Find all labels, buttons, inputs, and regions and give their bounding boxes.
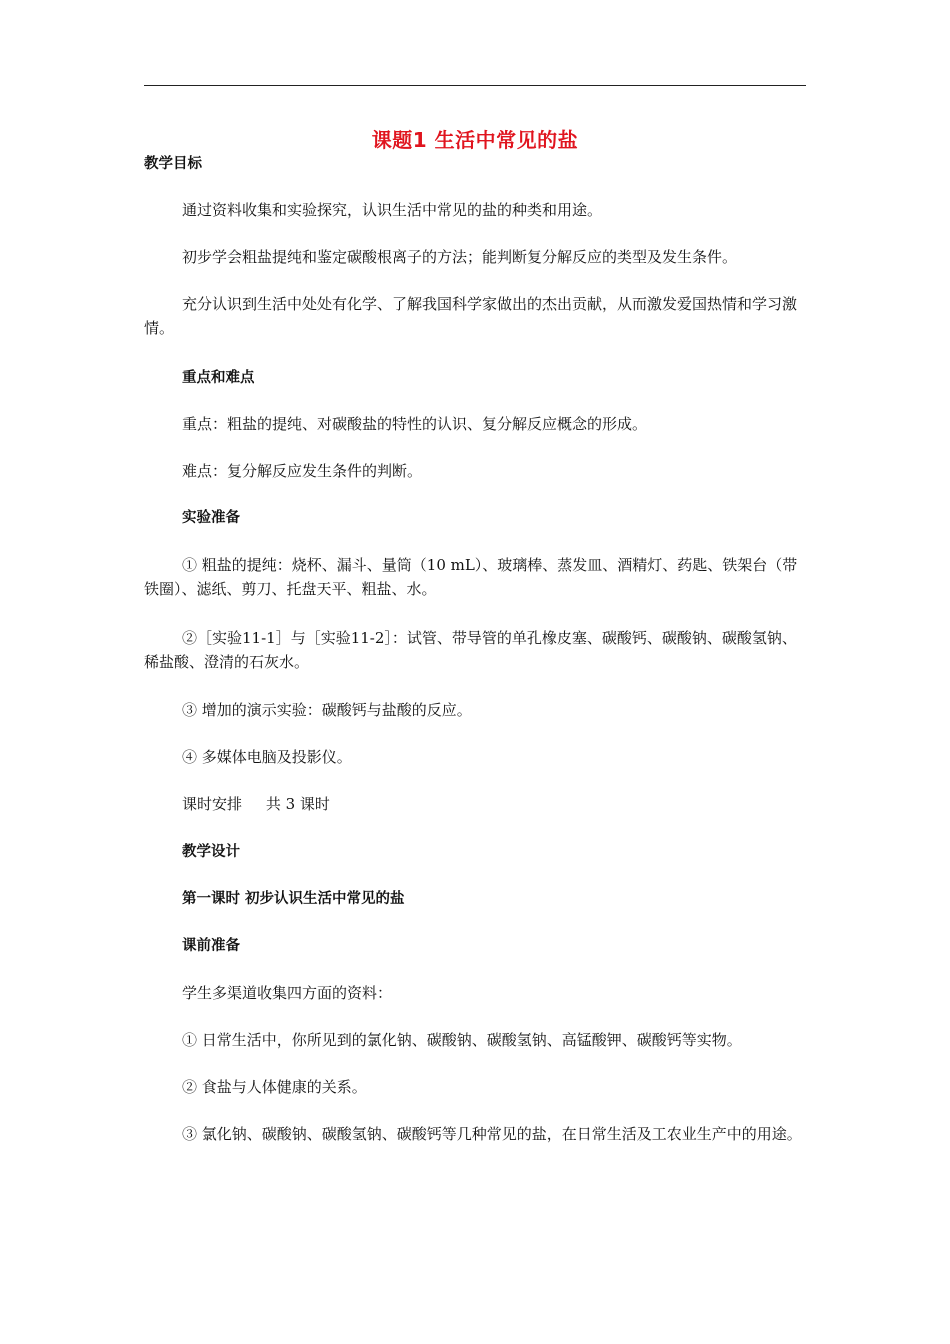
material-1: ① 日常生活中，你所见到的氯化钠、碳酸钠、碳酸氢钠、高锰酸钾、碳酸钙等实物。 (182, 1031, 742, 1049)
heading-pre-class: 课前准备 (182, 938, 240, 954)
heading-objectives: 教学目标 (144, 156, 202, 172)
prep-3: ③ 增加的演示实验：碳酸钙与盐酸的反应。 (182, 701, 472, 719)
heading-preparation: 实验准备 (182, 510, 240, 526)
prep-4: ④ 多媒体电脑及投影仪。 (182, 748, 352, 766)
heading-lesson-1: 第一课时 初步认识生活中常见的盐 (182, 891, 405, 907)
prep-2: ②［实验11-1］与［实验11-2］：试管、带导管的单孔橡皮塞、碳酸钙、碳酸钠、碳酸氢钠、稀盐酸、澄清的石灰水。 (144, 629, 797, 671)
objective-2: 初步学会粗盐提纯和鉴定碳酸根离子的方法；能判断复分解反应的类型及发生条件。 (182, 248, 738, 266)
heading-design: 教学设计 (182, 844, 240, 860)
pre-class-intro: 学生多渠道收集四方面的资料： (182, 984, 393, 1002)
heading-key-points: 重点和难点 (182, 370, 255, 386)
document-title: 课题1 生活中常见的盐 (371, 128, 579, 152)
material-3: ③ 氯化钠、碳酸钠、碳酸氢钠、碳酸钙等几种常见的盐，在日常生活及工农业生产中的用途。 (182, 1125, 802, 1143)
prep-1: ① 粗盐的提纯：烧杯、漏斗、量筒（10 mL）、玻璃棒、蒸发皿、酒精灯、药匙、铁架台（带铁圈）、滤纸、剪刀、托盘天平、粗盐、水。 (144, 556, 798, 598)
header-rule (144, 85, 806, 86)
key-point: 重点：粗盐的提纯、对碳酸盐的特性的认识、复分解反应概念的形成。 (182, 415, 648, 433)
schedule: 课时安排 共 3 课时 (182, 795, 330, 813)
material-2: ② 食盐与人体健康的关系。 (182, 1078, 367, 1096)
objective-3: 充分认识到生活中处处有化学、了解我国科学家做出的杰出贡献，从而激发爱国热情和学习激情。 (144, 295, 798, 337)
difficulty: 难点：复分解反应发生条件的判断。 (182, 462, 423, 480)
objective-1: 通过资料收集和实验探究，认识生活中常见的盐的种类和用途。 (182, 201, 603, 219)
